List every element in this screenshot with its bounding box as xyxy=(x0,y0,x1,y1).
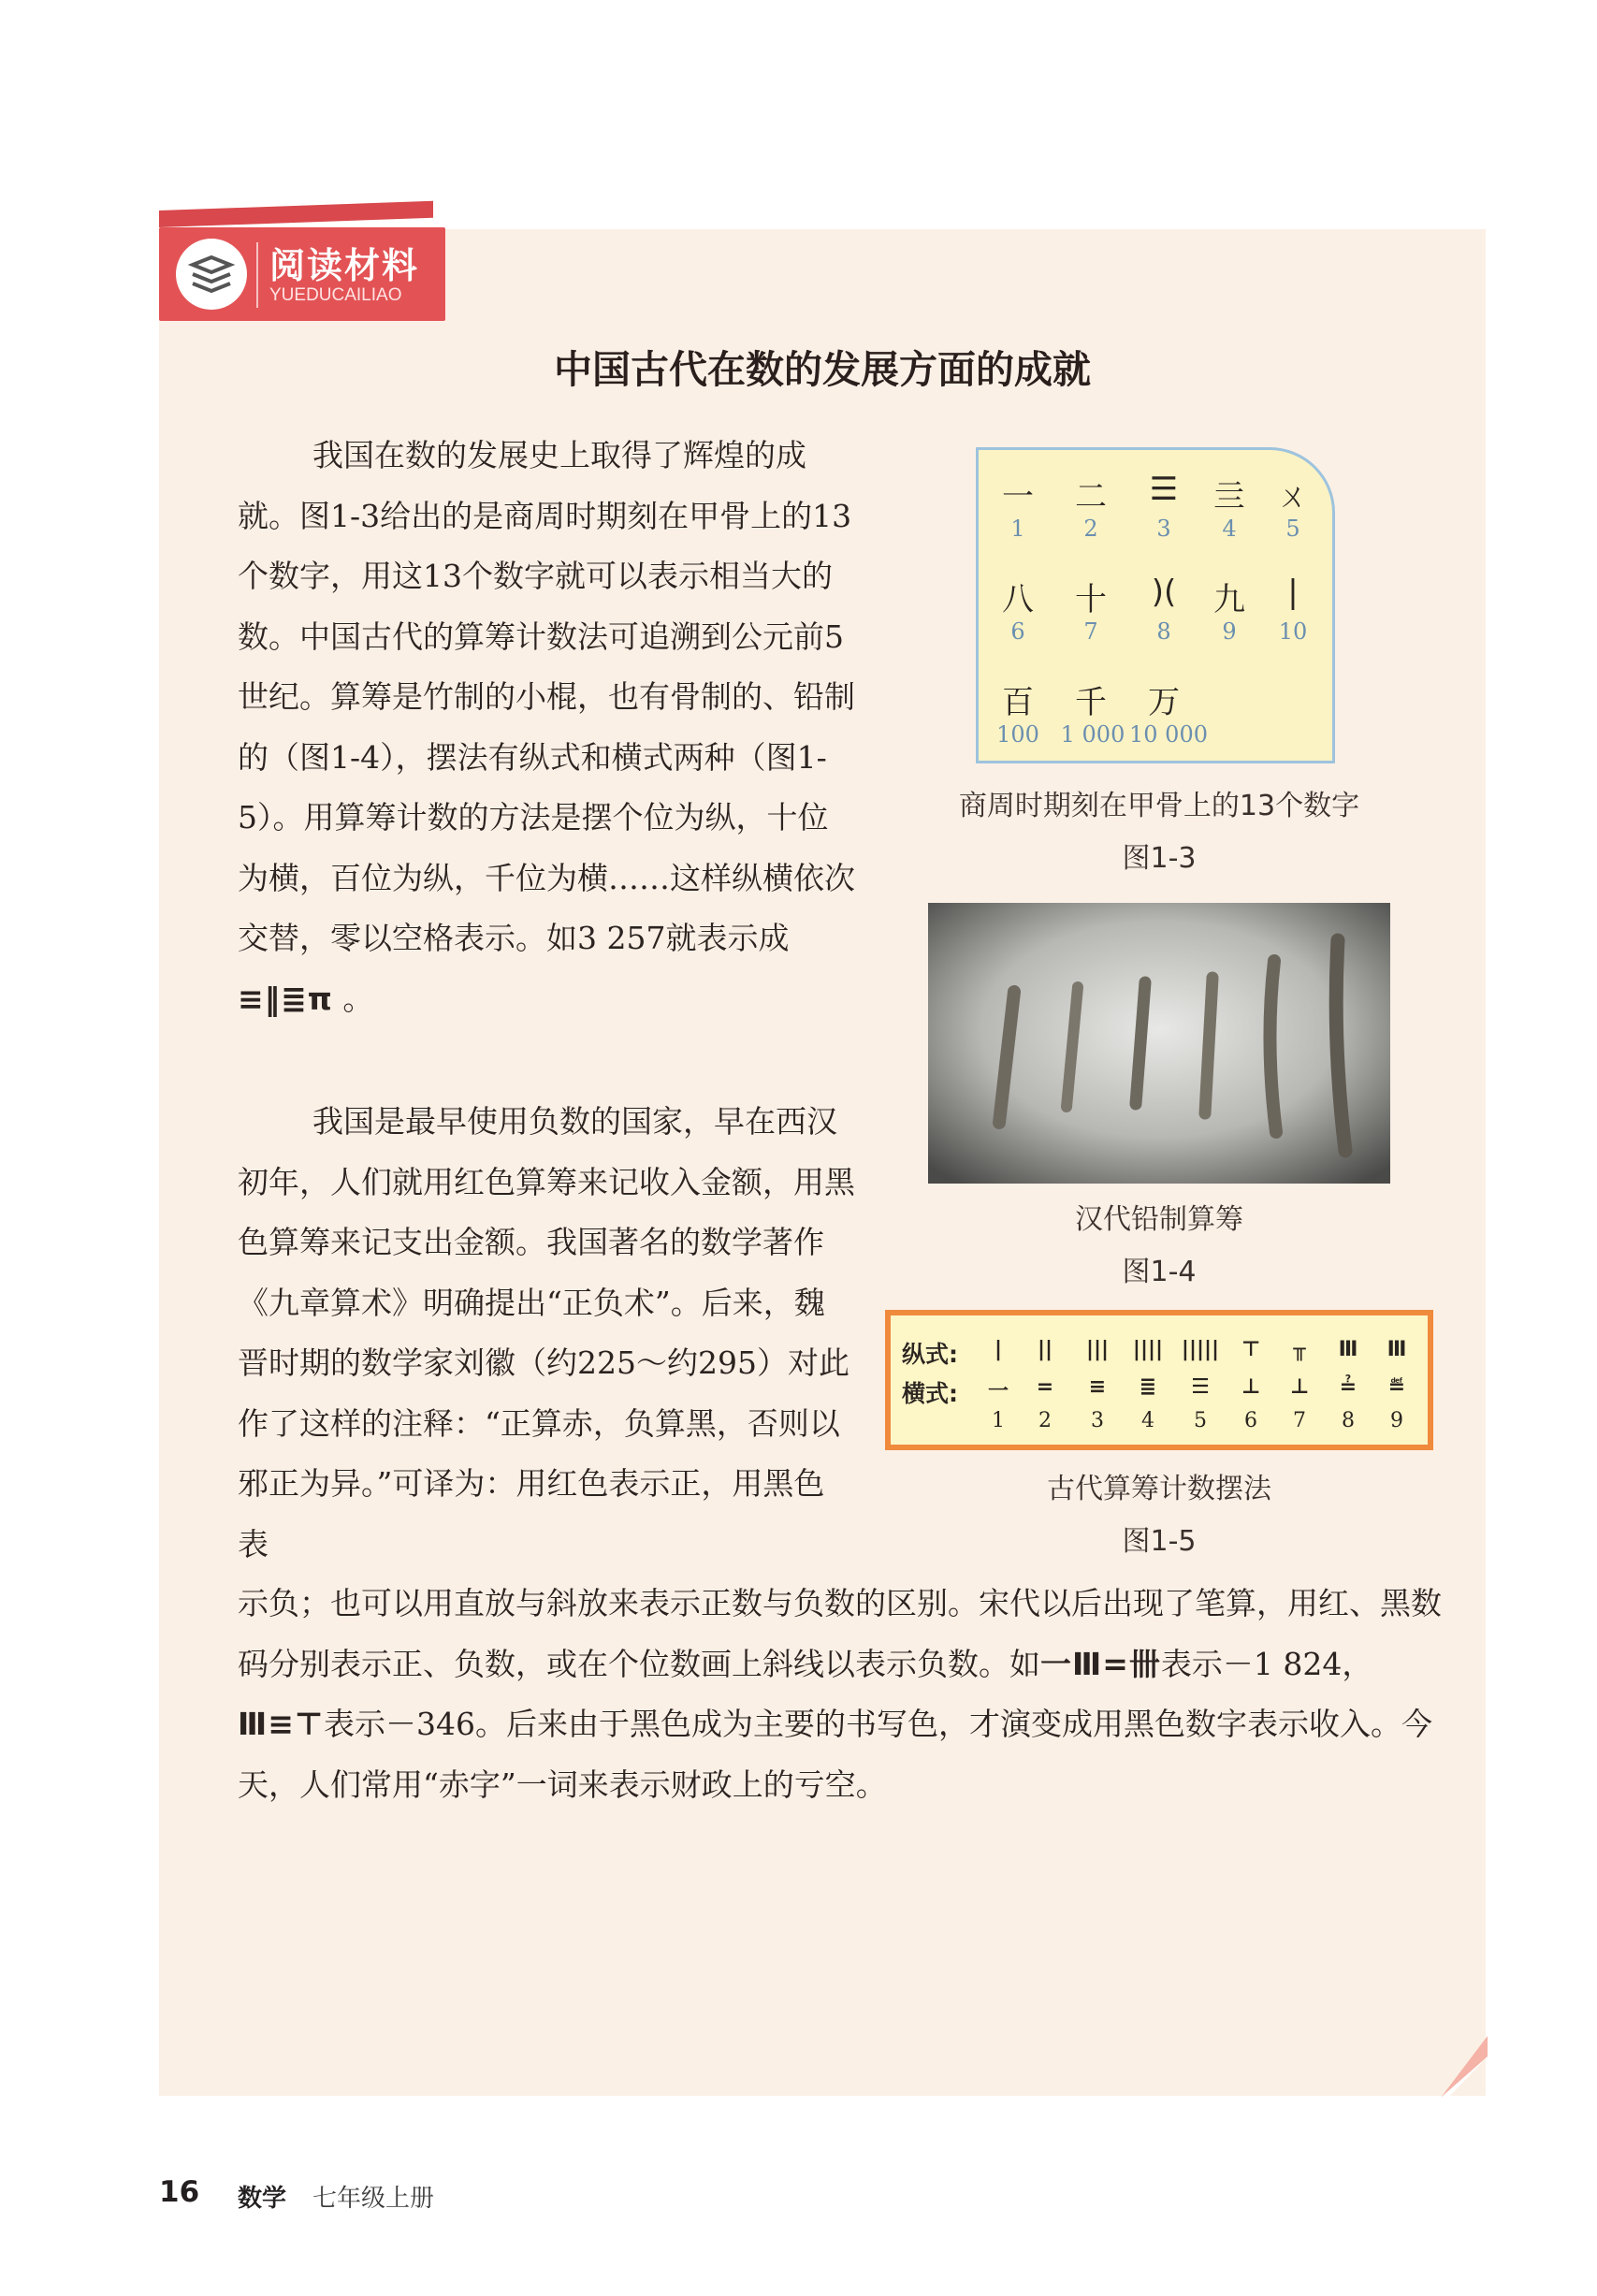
vertical-rod: ╥ xyxy=(1293,1338,1306,1361)
horizontal-rod: ⊥ xyxy=(1241,1375,1261,1399)
vertical-row-label: 纵式: xyxy=(902,1341,958,1368)
rod-value: 8 xyxy=(1342,1409,1355,1432)
oracle-glyph: 百 xyxy=(1002,684,1034,721)
numeral-value: 2 xyxy=(1083,516,1098,542)
numeral-value: 10 xyxy=(1278,618,1308,645)
footer-subject: 数学 xyxy=(238,2185,287,2213)
vertical-rod: |||| xyxy=(1132,1338,1164,1361)
numeral-value: 7 xyxy=(1083,618,1098,645)
numeral-value: 1 xyxy=(1010,516,1025,542)
paragraph-1-text: 我国在数的发展史上取得了辉煌的成就。图1-3给出的是商周时期刻在甲骨上的13个数字，用这13个数字就可以表示相当大的数。中国古代的算筹计数法可追溯到公元前5世纪。算筹是竹制的小棍，也有骨制的、铅制的（图1-4），摆法有纵式和横式两种（图1-5）。用算筹计数的方法是摆个位为纵，十位为横，百位为纵，千位为横……这样纵横依次交替，零以空格表示。如3 257就表示成 xyxy=(238,437,855,956)
oracle-glyph: 十 xyxy=(1075,581,1107,618)
rod-value: 7 xyxy=(1293,1409,1306,1432)
horizontal-rod: 一 xyxy=(987,1380,1009,1403)
vertical-rod: ||||| xyxy=(1181,1338,1220,1361)
oracle-glyph: | xyxy=(1287,574,1299,611)
rod-value: 2 xyxy=(1038,1409,1052,1432)
vertical-rod: Ⅲ xyxy=(1338,1338,1358,1361)
reading-material-badge xyxy=(159,227,445,321)
numeral-value: 1 000 xyxy=(1060,721,1125,748)
numeral-value: 4 xyxy=(1222,516,1237,542)
horizontal-rod: ≟ xyxy=(1339,1375,1357,1399)
book-stack-icon xyxy=(176,239,247,310)
figure-1-3-label: 图1-3 xyxy=(1122,842,1197,875)
vertical-rod: | xyxy=(994,1338,1003,1361)
lead-counting-rods-photo xyxy=(928,903,1390,1184)
horizontal-rod: ☰ xyxy=(1191,1375,1210,1399)
figure-1-3-caption: 商周时期刻在甲骨上的13个数字 xyxy=(958,790,1360,822)
vertical-rod: || xyxy=(1037,1338,1053,1361)
numeral-value: 6 xyxy=(1010,618,1025,645)
paragraph-3-text-a: 示负；也可以用直放与斜放来表示正数与负数的区别。宋代以后出现了笔算，用红、黑数码分别表示正、负数，或在个位数画上斜线以表示负数。如 xyxy=(238,1585,1442,1682)
paragraph-3-text-b: 表示－1 824， xyxy=(1160,1645,1373,1682)
rod-value: 1 xyxy=(992,1409,1005,1432)
horizontal-rod: ≡ xyxy=(1088,1375,1107,1399)
badge-tab xyxy=(159,201,433,227)
numeral-value: 10 000 xyxy=(1129,721,1208,748)
page-number: 16 xyxy=(159,2175,200,2209)
counting-rod-layout-figure xyxy=(885,1310,1433,1450)
footer-book-title: 七年级上册 xyxy=(312,2185,435,2213)
page-fold-corner xyxy=(1441,2036,1488,2098)
figure-1-4-caption: 汉代铅制算筹 xyxy=(1075,1203,1243,1236)
numeral-value: 100 xyxy=(996,721,1039,748)
figure-1-4-label: 图1-4 xyxy=(1122,1256,1197,1288)
numeral-value: 8 xyxy=(1156,618,1171,645)
rod-numeral-346: Ⅲ≡⊤ xyxy=(238,1706,325,1742)
rod-value: 5 xyxy=(1194,1409,1207,1432)
oracle-bone-numerals-figure xyxy=(976,447,1335,763)
oracle-glyph: ㄨ xyxy=(1277,478,1309,516)
horizontal-rod: = xyxy=(1036,1375,1054,1399)
paragraph-3-text-c: 表示－346。后来由于黑色成为主要的书写色，才演变成用黑色数字表示收入。今天，人们常用“赤字”一词来表示财政上的亏空。 xyxy=(238,1706,1433,1803)
rod-value: 9 xyxy=(1390,1409,1403,1432)
paragraph-1 xyxy=(238,426,855,1029)
oracle-glyph: )( xyxy=(1151,574,1177,611)
paragraph-3 xyxy=(238,1574,1445,1815)
vertical-rod: Ⅲ xyxy=(1386,1338,1407,1361)
oracle-glyph: 九 xyxy=(1213,581,1245,618)
horizontal-row-label: 横式: xyxy=(902,1380,958,1407)
oracle-glyph: 亖 xyxy=(1213,478,1245,516)
rod-value: 6 xyxy=(1244,1409,1257,1432)
oracle-glyph: 万 xyxy=(1148,684,1180,721)
oracle-glyph: 一 xyxy=(1002,478,1034,516)
rod-value: 3 xyxy=(1091,1409,1104,1432)
paragraph-1-end: 。 xyxy=(342,980,374,1017)
rod-numeral-3257: ≡‖≣π xyxy=(238,980,333,1017)
article-title: 中国古代在数的发展方面的成就 xyxy=(554,347,1091,392)
oracle-glyph: ☰ xyxy=(1149,471,1179,508)
numeral-value: 5 xyxy=(1285,516,1300,542)
badge-divider xyxy=(256,242,258,308)
figure-1-5-caption: 古代算筹计数摆法 xyxy=(1047,1473,1271,1505)
figure-1-5-label: 图1-5 xyxy=(1122,1525,1197,1558)
badge-subtitle: YUEDUCAILIAO xyxy=(269,285,402,305)
paragraph-2: 我国是最早使用负数的国家，早在西汉初年，人们就用红色算筹来记收入金额，用黑色算筹来记支出金额。我国著名的数学著作《九章算术》明确提出“正负术”。后来，魏晋时期的数学家刘徽（约225～约295）对此作了这样的注释：“正算赤，负算黑，否则以邪正为异。”可译为：用红色表示正，用黑色表 xyxy=(238,1103,855,1562)
horizontal-rod: ⊥ xyxy=(1289,1375,1310,1399)
horizontal-rod: ≝ xyxy=(1387,1375,1406,1399)
oracle-glyph: 千 xyxy=(1075,684,1107,721)
numeral-value: 9 xyxy=(1222,618,1237,645)
vertical-rod: ||| xyxy=(1085,1338,1110,1361)
oracle-glyph: 二 xyxy=(1075,478,1107,516)
numeral-value: 3 xyxy=(1156,516,1171,542)
rod-numeral-1824: 一Ⅲ=卌 xyxy=(1040,1645,1161,1682)
vertical-rod: ⊤ xyxy=(1241,1338,1261,1361)
rod-value: 4 xyxy=(1141,1409,1154,1432)
oracle-glyph: 八 xyxy=(1002,581,1034,618)
horizontal-rod: ≣ xyxy=(1139,1375,1157,1399)
badge-title: 阅读材料 xyxy=(269,245,420,286)
